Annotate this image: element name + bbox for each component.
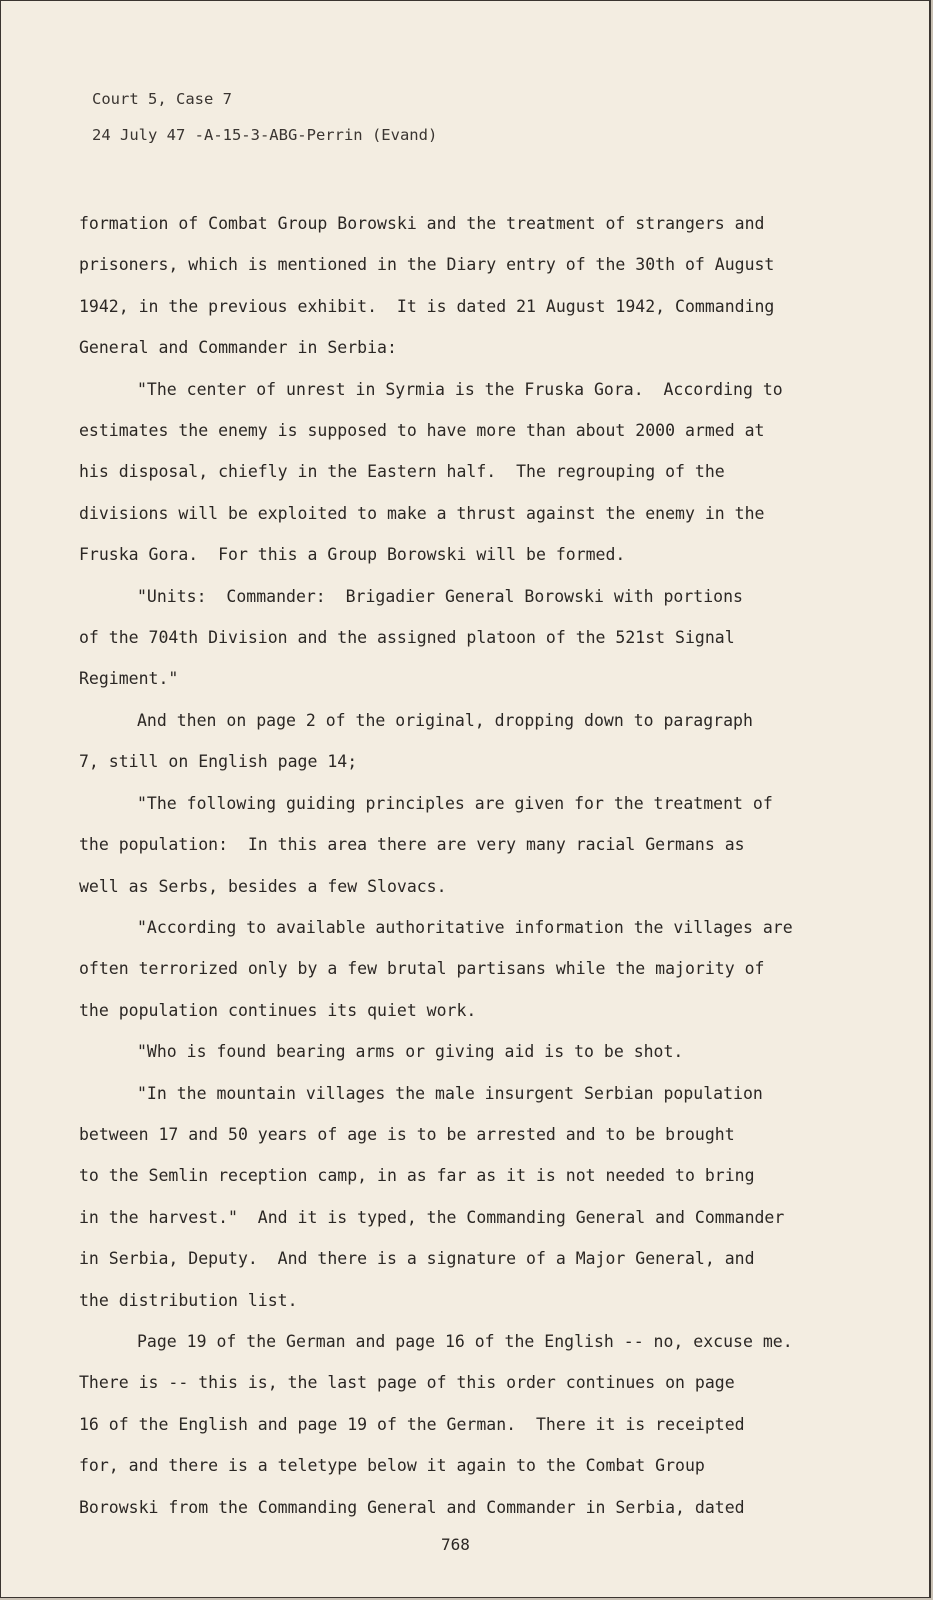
text-line: often terrorized only by a few brutal partisans while the majority of	[79, 959, 765, 979]
text-line: of the 704th Division and the assigned platoon of the 521st Signal	[79, 628, 735, 648]
text-line: between 17 and 50 years of age is to be arrested and to be brought	[79, 1124, 735, 1144]
document-header	[92, 81, 437, 153]
text-line: Page 19 of the German and page 16 of the English -- no, excuse me.	[137, 1331, 793, 1351]
text-line: 1942, in the previous exhibit. It is dated 21 August 1942, Commanding	[79, 296, 775, 316]
text-line: Borowski from the Commanding General and Commander in Serbia, dated	[79, 1497, 745, 1517]
text-line: Regiment."	[79, 669, 179, 689]
text-line: "Who is found bearing arms or giving aid is to be shot.	[137, 1042, 684, 1062]
text-line: well as Serbs, besides a few Slovacs.	[79, 876, 447, 896]
session-line: 24 July 47 -A-15-3-ABG-Perrin (Evand)	[92, 126, 438, 144]
text-line: And then on page 2 of the original, dropping down to paragraph	[137, 710, 753, 730]
page-number: 768	[441, 1535, 470, 1554]
text-line: for, and there is a teletype below it again to the Combat Group	[79, 1456, 705, 1476]
text-line: formation of Combat Group Borowski and the treatment of strangers and	[79, 214, 765, 233]
text-line: the population: In this area there are very many racial Germans as	[79, 835, 745, 855]
text-line: prisoners, which is mentioned in the Diary entry of the 30th of August	[79, 255, 775, 275]
text-line: There is -- this is, the last page of this order continues on page	[79, 1373, 735, 1393]
text-line: "Units: Commander: Brigadier General Borowski with portions	[137, 586, 743, 606]
court-case-line: Court 5, Case 7	[92, 90, 232, 108]
text-line: Fruska Gora. For this a Group Borowski will be formed.	[79, 545, 626, 565]
text-line: "The following guiding principles are given for the treatment of	[137, 793, 773, 813]
text-line: estimates the enemy is supposed to have more than about 2000 armed at	[79, 421, 765, 441]
text-line: in Serbia, Deputy. And there is a signature of a Major General, and	[79, 1249, 755, 1269]
text-line: to the Semlin reception camp, in as far as it is not needed to bring	[79, 1166, 755, 1186]
text-line: "The center of unrest in Syrmia is the Fruska Gora. According to	[137, 379, 783, 399]
text-line: divisions will be exploited to make a thrust against the enemy in the	[79, 503, 765, 523]
text-line: the population continues its quiet work.	[79, 1000, 477, 1020]
text-line: his disposal, chiefly in the Eastern half. The regrouping of the	[79, 462, 725, 482]
text-line: the distribution list.	[79, 1290, 298, 1310]
text-line: "In the mountain villages the male insurgent Serbian population	[137, 1083, 763, 1103]
text-line: 16 of the English and page 19 of the German. There it is receipted	[79, 1414, 745, 1434]
text-line: General and Commander in Serbia:	[79, 338, 397, 358]
transcript-body	[79, 203, 839, 1528]
text-line: 7, still on English page 14;	[79, 752, 358, 772]
text-line: in the harvest." And it is typed, the Commanding General and Commander	[79, 1207, 785, 1227]
text-line: "According to available authoritative information the villages are	[137, 917, 793, 937]
